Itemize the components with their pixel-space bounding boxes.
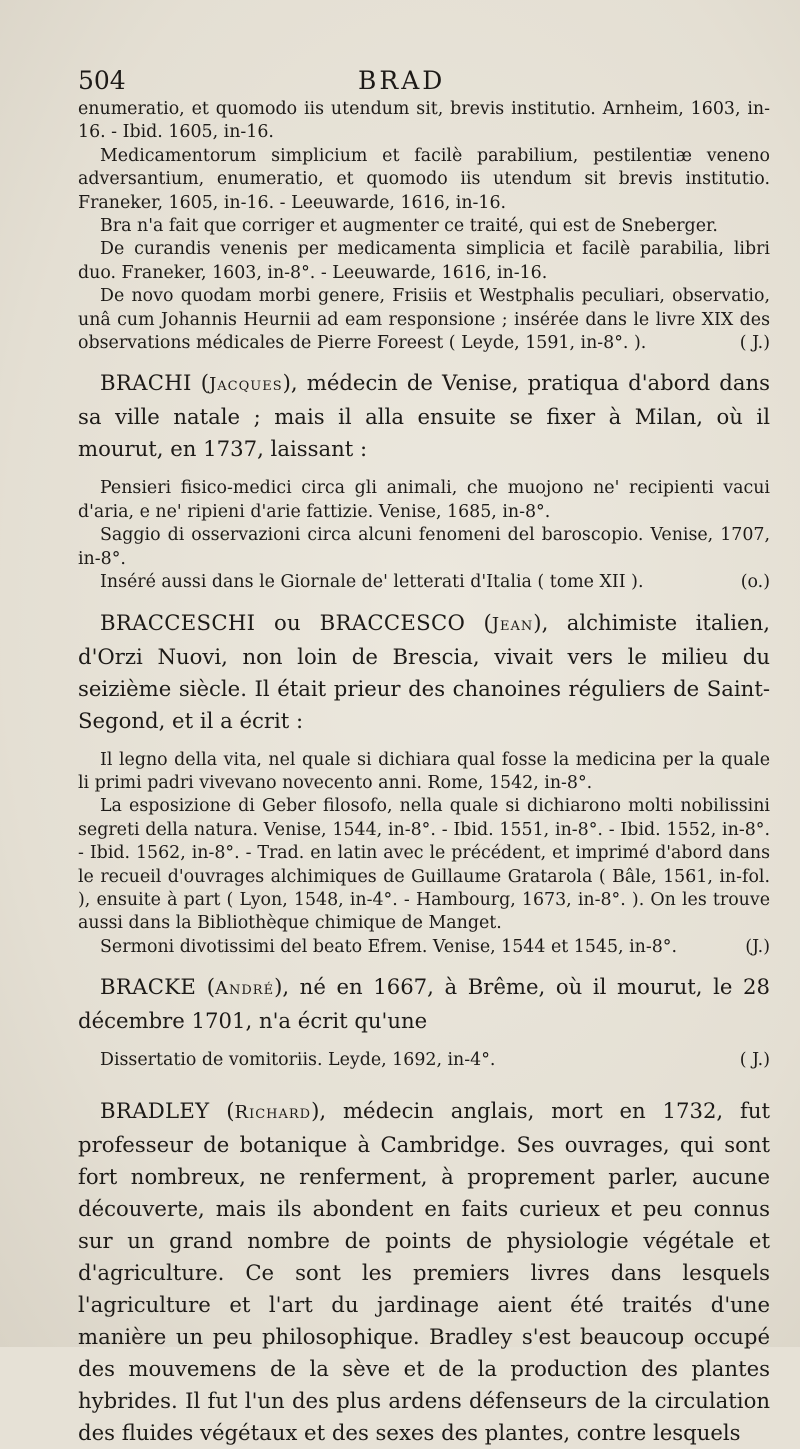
work-line: De curandis venenis per medicamenta simplicia et facilè parabilia, libri duo. Franeker, 1603, in-8°. - Leeuwarde, 1616, in-16.	[78, 239, 770, 283]
entry-given-name: Richard	[234, 1101, 312, 1123]
work-line: La esposizione di Geber filosofo, nella quale si dichiarono molti nobilissini segreti della natura. Venise, 1544, in-8°. - Ibid. 1551, in-8°. - Ibid. 1552, in-8°. - Ibid. 1562, in-8°. - Trad. en latin avec le précédent, et imprimé d'abord dans le recueil d'ouvrages alchimiques de Guillaume Gratarola ( Bâle, 1561, in-fol. ), ensuite à part ( Lyon, 1548, in-4°. - Hambourg, 1673, in-8°. ). On les trouve aussi dans la Bibliothèque chimique de Manget.	[78, 796, 770, 934]
works-brachi	[78, 477, 770, 594]
author-signature: (J.)	[745, 936, 770, 957]
entry-given-name: André	[215, 978, 275, 1000]
entry-name: BRACCESCHI ou BRACCESCO	[100, 609, 466, 635]
work-text: Sermoni divotissimi del beato Efrem. Venise, 1544 et 1545, in-8°.	[100, 936, 677, 957]
work-line	[78, 571, 770, 594]
entry-bracke: BRACKE (André), né en 1667, à Brême, où il mourut, le 28 décembre 1701, n'a écrit qu'une	[78, 974, 770, 1034]
entry-text: , alchimiste italien, d'Orzi Nuovi, non loin de Brescia, vivait vers le milieu du seizième siècle. Il était prieur des chanoines réguliers de Saint-Segond, et il a écrit :	[78, 609, 770, 733]
works-bracceschi	[78, 749, 770, 960]
author-signature: (o.)	[740, 572, 770, 593]
work-line: Saggio di osservazioni circa alcuni fenomeni del baroscopio. Venise, 1707, in-8°.	[78, 525, 770, 569]
entry-given-name: Jean	[491, 613, 534, 635]
note-line: Bra n'a fait que corriger et augmenter ce traité, qui est de Sneberger.	[100, 216, 718, 237]
entry-bradley: BRADLEY (Richard), médecin anglais, mort en 1732, fut professeur de botanique à Cambridge. Ses ouvrages, qui sont fort nombreux, ne renferment, à proprement parler, aucune découverte, mais ils abondent en faits curieux et peu connus sur un grand nombre de points de physiologie végétale et d'agriculture. Ce sont les premiers livres dans lesquels l'agriculture et l'art du jardinage aient été traités d'une manière un peu philosophique. Bradley s'est beaucoup occupé des mouvemens de la sève et de la production des plantes hybrides. Il fut l'un des plus ardens défenseurs de la circulation des fluides végétaux et des sexes des plantes, contre lesquels	[78, 1097, 770, 1445]
entry-name: BRACHI	[100, 370, 192, 396]
running-head: BRAD	[358, 66, 446, 95]
works-bracke	[78, 1049, 770, 1072]
continued-entry	[78, 98, 770, 355]
entry-text: , médecin de Venise, pratiqua d'abord dans sa ville natale ; mais il alla ensuite se fixer à Milan, où il mourut, en 1737, laissant :	[78, 370, 770, 462]
page-number: 504	[78, 66, 126, 95]
work-text: Inséré aussi dans le Giornale de' letterati d'Italia ( tome XII ).	[100, 572, 644, 593]
work-line	[78, 285, 770, 355]
work-line: Medicamentorum simplicium et facilè parabilium, pestilentiæ veneno adversantium, enumeratio, et quomodo iis utendum sit brevis institutio. Franeker, 1605, in-16. - Leeuwarde, 1616, in-16.	[78, 145, 770, 213]
work-line: Pensieri fisico-medici circa gli animali, che muojono ne' recipienti vacui d'aria, e ne' ripieni d'arie fattizie. Venise, 1685, in-8°.	[78, 478, 770, 522]
work-line	[78, 1049, 770, 1072]
entry-text: , médecin anglais, mort en 1732, fut professeur de botanique à Cambridge. Ses ouvrages, qui sont fort nombreux, ne renferment, à proprement parler, aucune découverte, mais ils abondent en faits curieux et peu connus sur un grand nombre de points de physiologie végétale et d'agriculture. Ce sont les premiers livres dans lesquels l'agriculture et l'art du jardinage aient été traités d'une manière un peu philosophique. Bradley s'est beaucoup occupé des mouvemens de la sève et de la production des plantes hybrides. Il fut l'un des plus ardens défenseurs de la circulation des fluides végétaux et des sexes des plantes, contre lesquels	[78, 1097, 770, 1445]
page-header	[78, 58, 770, 98]
entry-bracceschi: BRACCESCHI ou BRACCESCO (Jean), alchimiste italien, d'Orzi Nuovi, non loin de Brescia, vivait vers le milieu du seizième siècle. Il était prieur des chanoines réguliers de Saint-Segond, et il a écrit :	[78, 609, 770, 733]
work-line	[78, 936, 770, 959]
entry-text: , né en 1667, à Brême, où il mourut, le 28 décembre 1701, n'a écrit qu'une	[78, 974, 770, 1034]
author-signature: ( J.)	[739, 1050, 770, 1071]
entry-name: BRADLEY	[100, 1097, 210, 1123]
entry-name: BRACKE	[100, 974, 197, 1000]
entry-given-name: Jacques	[209, 374, 283, 396]
entry-brachi: BRACHI (Jacques), médecin de Venise, pratiqua d'abord dans sa ville natale ; mais il alla ensuite se fixer à Milan, où il mourut, en 1737, laissant :	[78, 370, 770, 462]
work-text: De novo quodam morbi genere, Frisiis et Westphalis peculiari, observatio, unâ cum Johannis Heurnii ad eam responsione ; insérée dans le livre XIX des observations médicales de Pierre Foreest ( Leyde, 1591, in-8°. ).	[78, 286, 770, 354]
work-line: Il legno della vita, nel quale si dichiara qual fosse la medicina per la quale li primi padri vivevano novecento anni. Rome, 1542, in-8°.	[78, 749, 770, 793]
work-text: Dissertatio de vomitoriis. Leyde, 1692, in-4°.	[100, 1050, 496, 1071]
author-signature: ( J.)	[739, 333, 770, 354]
work-line: enumeratio, et quomodo iis utendum sit, brevis institutio. Arnheim, 1603, in-16. - Ibid. 1605, in-16.	[78, 99, 770, 143]
